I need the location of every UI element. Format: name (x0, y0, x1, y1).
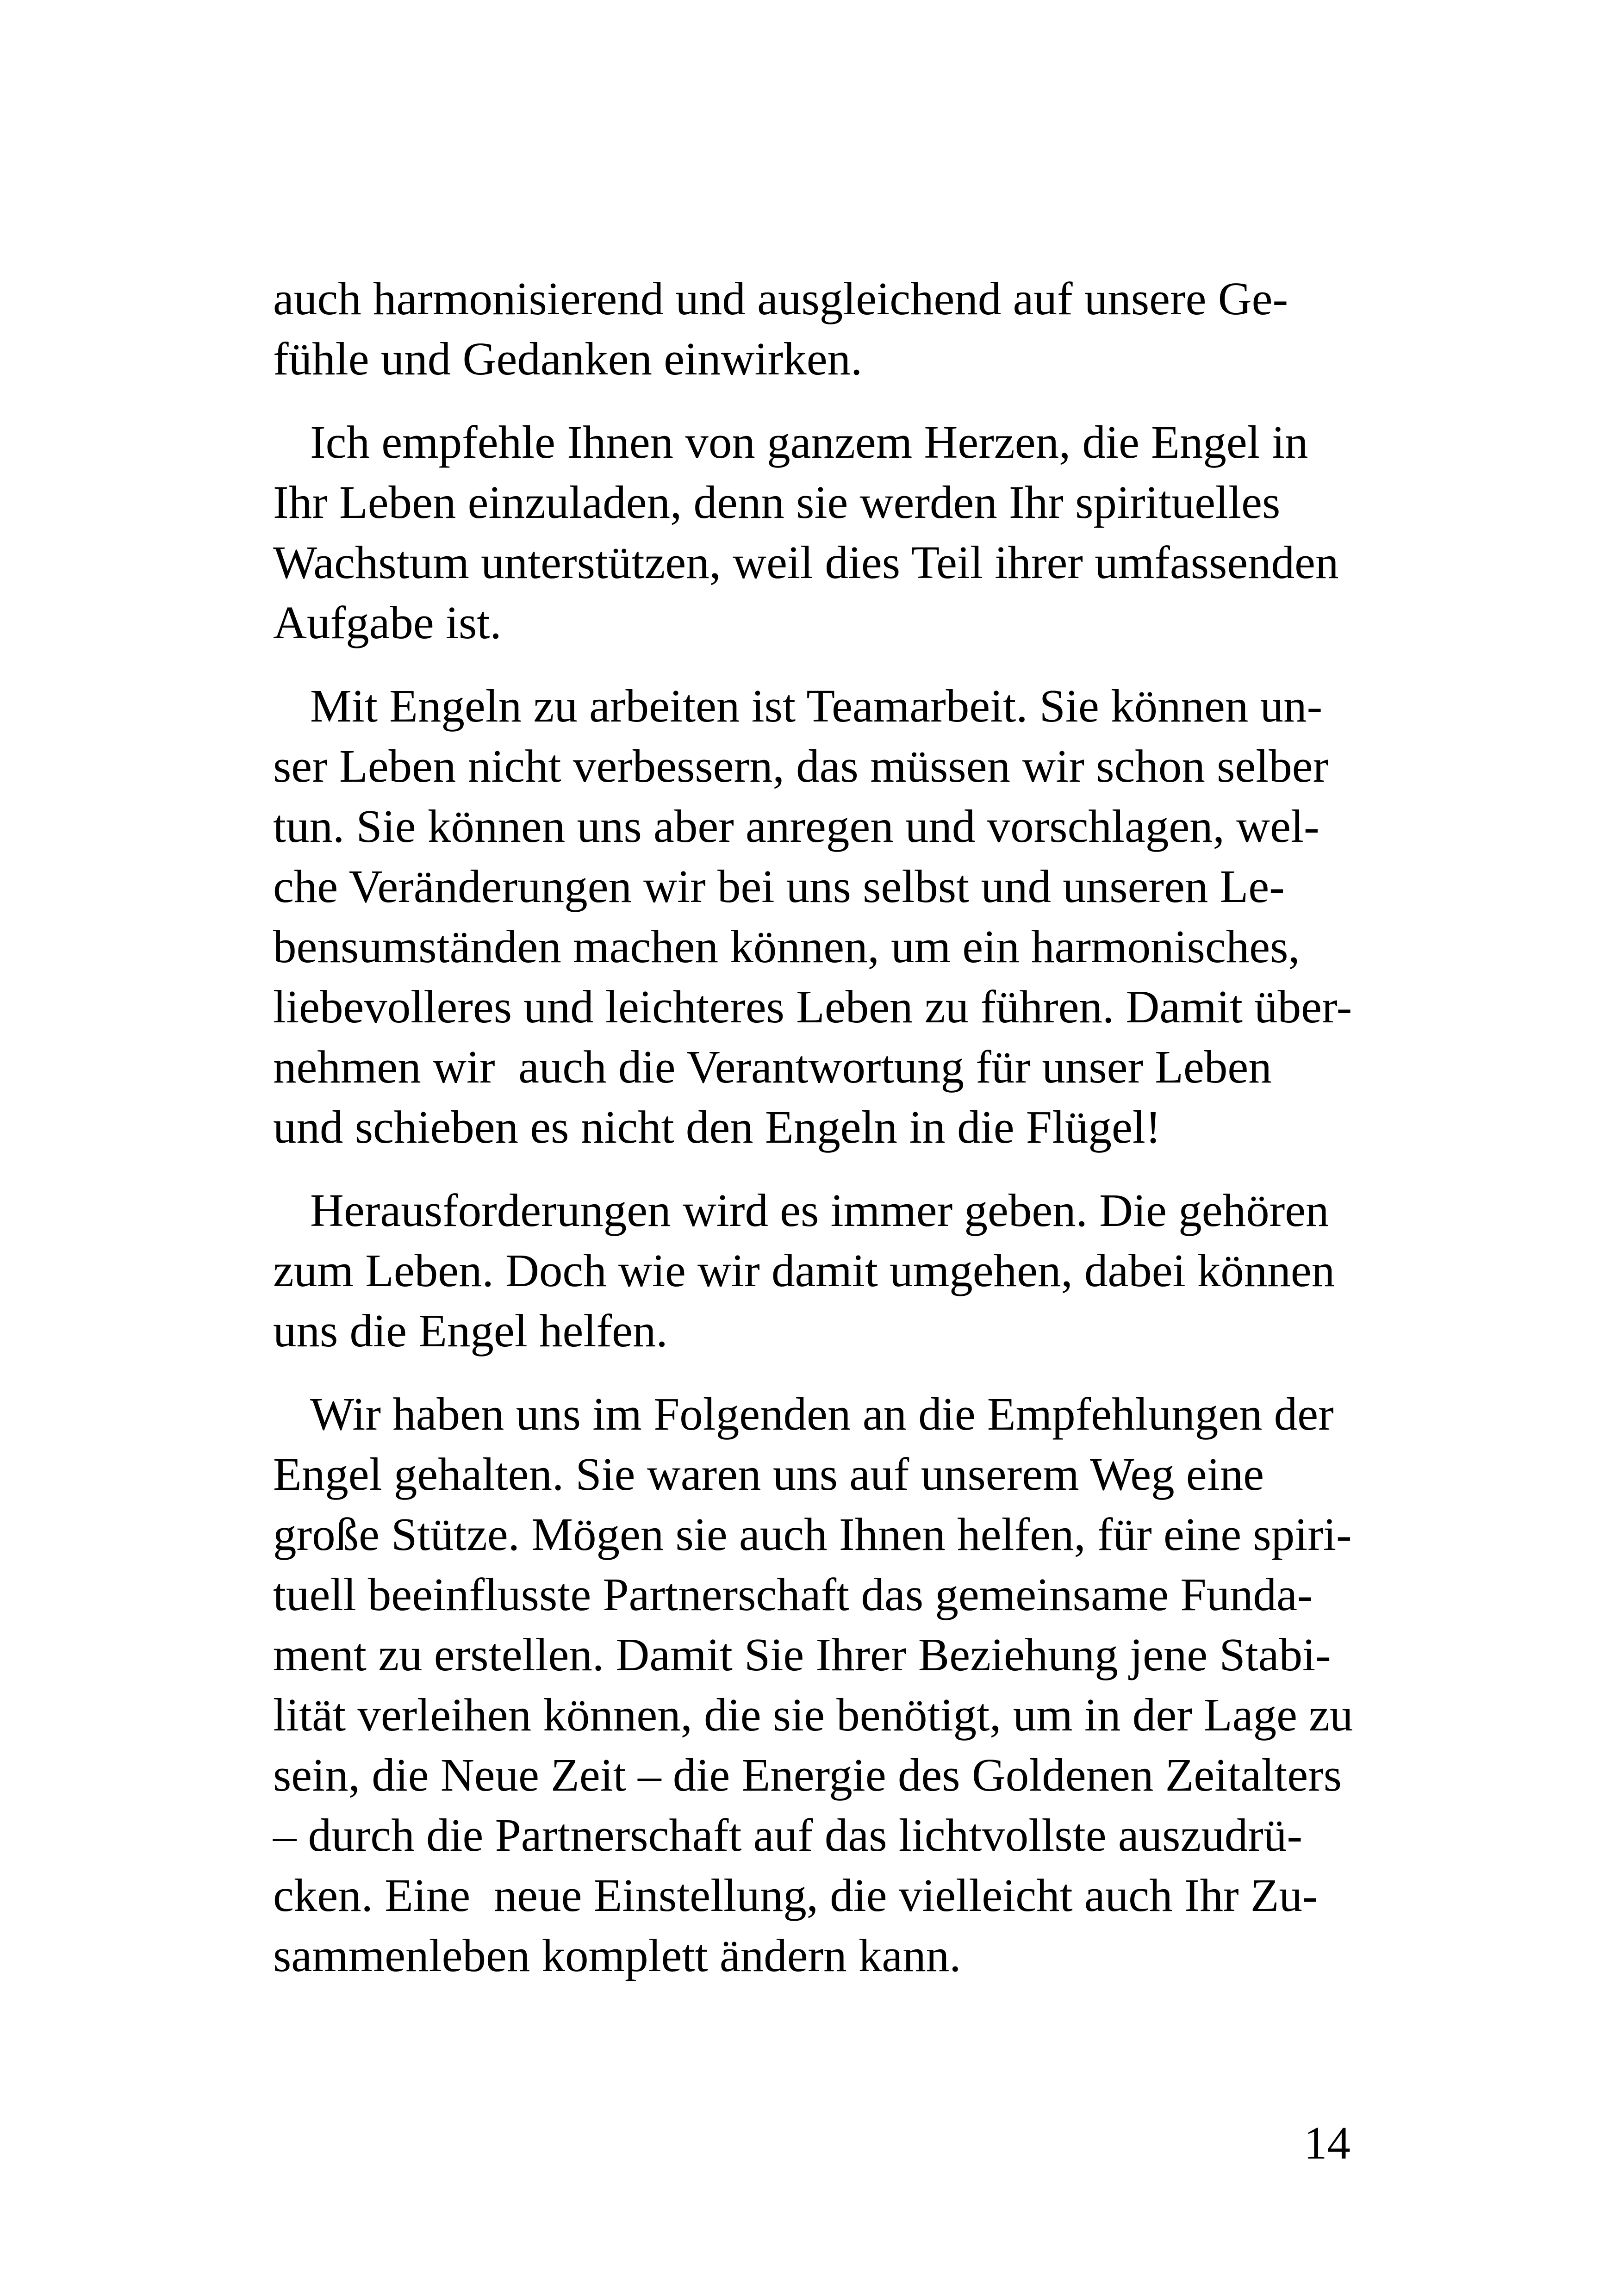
text-line: Herausforderungen wird es immer geben. Die gehören (310, 1184, 1329, 1236)
text-line: che Veränderungen wir bei uns selbst und unseren Le- (273, 860, 1285, 912)
text-line: tuell beeinflusste Partnerschaft das gemeinsame Funda- (273, 1568, 1313, 1620)
text-line: uns die Engel helfen. (273, 1305, 668, 1356)
text-line: Ich empfehle Ihnen von ganzem Herzen, die Engel in (310, 416, 1308, 468)
text-line: bensumständen machen können, um ein harmonisches, (273, 921, 1300, 972)
text-line: Aufgabe ist. (273, 597, 502, 648)
paragraph-4 (273, 1180, 1351, 1361)
text-line: zum Leben. Doch wie wir damit umgehen, dabei können (273, 1244, 1335, 1296)
paragraph-5 (273, 1384, 1351, 1985)
text-line: ser Leben nicht verbessern, das müssen wir schon selber (273, 740, 1329, 792)
text-line: sein, die Neue Zeit – die Energie des Goldenen Zeitalters (273, 1749, 1342, 1801)
text-line: Wir haben uns im Folgenden an die Empfehlungen der (310, 1388, 1334, 1440)
text-line: Ihr Leben einzuladen, denn sie werden Ihr spirituelles (273, 476, 1281, 528)
paragraph-3 (273, 676, 1351, 1157)
body-text (273, 268, 1351, 2009)
paragraph-2 (273, 412, 1351, 653)
text-line: cken. Eine neue Einstellung, die vielleicht auch Ihr Zu- (273, 1869, 1318, 1921)
text-line: tun. Sie können uns aber anregen und vorschlagen, wel- (273, 800, 1319, 852)
page-number: 14 (1304, 2117, 1350, 2169)
text-line: ment zu erstellen. Damit Sie Ihrer Beziehung jene Stabi- (273, 1629, 1331, 1680)
text-line: Mit Engeln zu arbeiten ist Teamarbeit. Sie können un- (310, 680, 1323, 732)
text-line: und schieben es nicht den Engeln in die Flügel! (273, 1101, 1161, 1153)
text-line: lität verleihen können, die sie benötigt, um in der Lage zu (273, 1689, 1353, 1741)
text-line: Engel gehalten. Sie waren uns auf unserem Weg eine (273, 1448, 1264, 1500)
text-line: liebevolleres und leichteres Leben zu führen. Damit über- (273, 981, 1352, 1033)
text-line: große Stütze. Mögen sie auch Ihnen helfen, für eine spiri- (273, 1508, 1352, 1560)
paragraph-1 (273, 268, 1351, 389)
text-line: nehmen wir auch die Verantwortung für unser Leben (273, 1041, 1272, 1093)
text-line: fühle und Gedanken einwirken. (273, 333, 863, 385)
text-line: sammenleben komplett ändern kann. (273, 1929, 961, 1981)
text-line: auch harmonisierend und ausgleichend auf unsere Ge- (273, 273, 1288, 324)
text-line: Wachstum unterstützen, weil dies Teil ihrer umfassenden (273, 536, 1339, 588)
text-line: – durch die Partnerschaft auf das lichtvollste auszudrü- (273, 1809, 1303, 1861)
